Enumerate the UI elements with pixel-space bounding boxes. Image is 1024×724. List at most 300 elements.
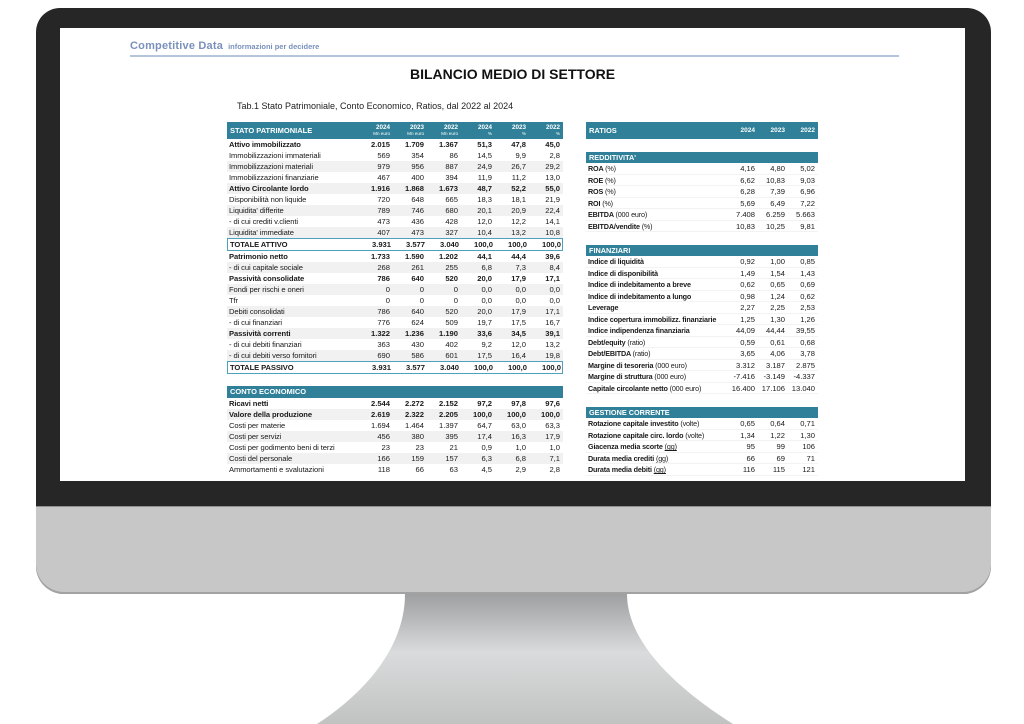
row-label: Liquidita' differite (229, 206, 284, 215)
table-row (227, 139, 563, 150)
cell-value: 2.015 (370, 140, 390, 149)
cell-value: 0,85 (800, 257, 815, 266)
conto-economico-header: CONTO ECONOMICO (227, 386, 563, 398)
cell-value: 473 (411, 228, 424, 237)
cell-value: 33,6 (477, 329, 492, 338)
ratio-row (586, 221, 818, 233)
cell-value: 6,49 (770, 198, 785, 208)
cell-value: 601 (445, 351, 458, 360)
cell-value: 1,24 (770, 291, 785, 301)
cell-value: 39,6 (545, 252, 560, 261)
cell-value: 1.464 (404, 421, 424, 430)
cell-value: 17,9 (545, 432, 560, 441)
cell-value: 1.868 (404, 184, 424, 193)
row-label: Attivo Circolante lordo (229, 184, 309, 193)
cell-value: 1.367 (438, 140, 458, 149)
cell-value: 97,6 (545, 399, 560, 408)
cell-value: 2.322 (404, 410, 424, 419)
cell-value: 7,39 (770, 187, 785, 196)
monitor-stand-neck (317, 594, 733, 724)
ratio-label: ROS (%) (588, 187, 616, 196)
row-label: Passività correnti (229, 329, 291, 338)
cell-value: 4,5 (481, 465, 492, 474)
cell-value: 44,44 (765, 326, 785, 335)
table-row (227, 350, 563, 361)
cell-value: 97,8 (511, 399, 526, 408)
cell-value: 86 (449, 151, 458, 160)
column-year: 2022 (545, 123, 560, 131)
ratio-row (586, 256, 818, 268)
cell-value: 467 (377, 173, 390, 182)
cell-value: 0 (419, 285, 424, 294)
column-year: 2023 (770, 127, 785, 134)
cell-value: 3,65 (740, 349, 755, 358)
table-row (227, 306, 563, 317)
cell-value: 5,69 (740, 198, 755, 208)
cell-value: 776 (377, 318, 390, 327)
cell-value: 0,65 (740, 419, 755, 428)
ratio-label-note: (000 euro) (615, 210, 648, 219)
ratio-label: Debt/equity (ratio) (588, 337, 646, 347)
table-row (227, 464, 563, 475)
cell-value: 17,5 (511, 318, 526, 327)
cell-value: 6,62 (740, 175, 755, 185)
cell-value: 100,0 (473, 240, 493, 249)
cell-value: 23 (415, 443, 424, 452)
stato-patrimoniale-rows (227, 139, 563, 374)
cell-value: 63,0 (511, 421, 526, 430)
table-row (227, 284, 563, 295)
ratio-label-note: (gg) (655, 453, 669, 463)
cell-value: 116 (742, 465, 755, 474)
cell-value: 7.408 (735, 210, 755, 219)
column-header (461, 122, 495, 139)
cell-value: 69 (776, 453, 785, 463)
cell-value: 3.577 (405, 363, 425, 372)
table-row (227, 420, 563, 431)
cell-value: 0,61 (770, 337, 785, 347)
cell-value: 2,8 (549, 151, 560, 160)
row-label: Valore della produzione (229, 410, 312, 419)
column-unit: % (555, 130, 560, 136)
cell-value: 648 (411, 195, 424, 204)
cell-value: 17,1 (545, 307, 560, 316)
ratios-table (586, 122, 818, 476)
ratio-label: ROE (%) (588, 175, 616, 185)
cell-value: 10,4 (477, 228, 492, 237)
cell-value: 456 (377, 432, 390, 441)
ratio-label-note: (%) (602, 198, 613, 208)
ratio-label-note: (volte) (680, 419, 700, 428)
cell-value: 6,28 (740, 187, 755, 196)
ratio-label: Indice di indebitamento a breve (588, 280, 691, 289)
row-label: Costi per godimento beni di terzi (229, 443, 335, 452)
ratio-row (586, 209, 818, 221)
cell-value: 100,0 (473, 363, 493, 372)
cell-value: 100,0 (507, 240, 527, 249)
ratio-row (586, 348, 818, 360)
brand-logo (130, 36, 319, 54)
row-label: TOTALE ATTIVO (230, 240, 288, 249)
cell-value: 720 (377, 195, 390, 204)
cell-value: 52,2 (511, 184, 526, 193)
cell-value: 1.190 (438, 329, 458, 338)
ratio-row (586, 360, 818, 372)
cell-value: 520 (445, 274, 458, 283)
table-row (227, 442, 563, 453)
table-row (227, 216, 563, 227)
cell-value: 786 (377, 307, 390, 316)
cell-value: 0,98 (740, 291, 755, 301)
cell-value: 1,34 (740, 430, 755, 440)
cell-value: 2.875 (795, 360, 815, 370)
row-label: Debiti consolidati (229, 307, 285, 316)
column-year: 2022 (443, 123, 458, 131)
ratio-label: ROI (%) (588, 198, 613, 208)
cell-value: 0,0 (481, 296, 492, 305)
ratio-label-note: (%) (605, 187, 616, 196)
ratio-row (586, 418, 818, 430)
column-header (495, 122, 529, 139)
cell-value: 3.931 (371, 240, 391, 249)
cell-value: 4,06 (770, 349, 785, 358)
cell-value: 39,1 (545, 329, 560, 338)
cell-value: 20,0 (477, 307, 492, 316)
cell-value: 13,0 (545, 173, 560, 182)
ratio-label: Indice di disponibilità (588, 268, 659, 278)
row-label: TOTALE PASSIVO (230, 363, 294, 372)
row-label: - di cui finanziari (229, 318, 282, 327)
column-header (359, 122, 393, 139)
cell-value: 10,25 (765, 221, 785, 231)
row-label: - di cui capitale sociale (229, 263, 303, 272)
table-row (227, 453, 563, 464)
cell-value: 979 (377, 162, 390, 171)
cell-value: 20,9 (511, 206, 526, 215)
cell-value: 17,4 (477, 432, 492, 441)
ratio-label-note: (000 euro) (655, 360, 687, 370)
cell-value: 1,22 (770, 430, 785, 440)
cell-value: 100,0 (472, 410, 492, 419)
cell-value: 7,3 (515, 263, 526, 272)
cell-value: 2,9 (515, 465, 526, 474)
cell-value: 5.663 (795, 210, 815, 219)
column-unit: Mn euro (373, 130, 390, 136)
cell-value: 6,96 (800, 187, 815, 196)
cell-value: 2,53 (800, 303, 815, 312)
cell-value: 23 (381, 443, 390, 452)
cell-value: 2.272 (404, 399, 424, 408)
cell-value: 3.312 (735, 360, 755, 370)
cell-value: 16.400 (731, 383, 755, 393)
cell-value: 21,9 (545, 195, 560, 204)
row-label: Tfr (229, 296, 238, 305)
column-header (393, 122, 427, 139)
cell-value: 20,0 (477, 274, 492, 283)
column-year: 2024 (740, 127, 755, 134)
cell-value: 22,4 (545, 206, 560, 215)
ratio-label-note: (gg) (653, 465, 666, 474)
cell-value: 12,2 (511, 217, 526, 226)
cell-value: 520 (445, 307, 458, 316)
cell-value: 6,3 (481, 454, 492, 463)
cell-value: 9,2 (481, 340, 492, 349)
ratios-sections (586, 152, 818, 476)
cell-value: 2,8 (549, 465, 560, 474)
ratio-label-note: (000 euro) (669, 383, 702, 393)
cell-value: 29,2 (545, 162, 560, 171)
ratio-row (586, 163, 818, 175)
cell-value: 4,16 (740, 164, 755, 173)
ratio-row (586, 175, 818, 187)
ratio-label-note: (%) (605, 175, 616, 185)
cell-value: 100,0 (541, 240, 561, 249)
cell-value: 586 (411, 351, 424, 360)
cell-value: 569 (377, 151, 390, 160)
row-label: Disponibilità non liquide (229, 195, 307, 204)
cell-value: 99 (776, 442, 785, 451)
cell-value: 640 (411, 307, 424, 316)
cell-value: 5,02 (800, 164, 815, 173)
cell-value: 746 (411, 206, 424, 215)
cell-value: 9,03 (800, 175, 815, 185)
cell-value: 71 (806, 453, 815, 463)
column-unit: Mn euro (407, 130, 424, 136)
cell-value: 640 (411, 274, 424, 283)
cell-value: 166 (377, 454, 390, 463)
row-label: Immobilizzazioni immateriali (229, 151, 321, 160)
cell-value: 44,09 (735, 326, 755, 335)
ratios-section-header: FINANZIARI (586, 245, 818, 256)
cell-value: 0,64 (770, 419, 785, 428)
cell-value: 3.577 (405, 240, 425, 249)
column-unit: Mn euro (441, 130, 458, 136)
ratio-label-note: (%) (605, 164, 616, 173)
cell-value: 106 (802, 442, 815, 451)
cell-value: 690 (377, 351, 390, 360)
row-label: Immobilizzazioni materiali (229, 162, 313, 171)
cell-value: 268 (377, 263, 390, 272)
cell-value: 3.040 (439, 240, 459, 249)
cell-value: 394 (445, 173, 458, 182)
cell-value: 509 (445, 318, 458, 327)
ratio-row (586, 291, 818, 303)
page-title: BILANCIO MEDIO DI SETTORE (409, 66, 616, 82)
cell-value: 100,0 (506, 410, 526, 419)
ratio-row (586, 371, 818, 383)
ratio-label: EBITDA/vendite (%) (588, 221, 653, 231)
cell-value: -3.149 (763, 372, 785, 381)
ratio-label: Indice di indebitamento a lungo (588, 291, 692, 301)
cell-value: 1,30 (770, 314, 785, 324)
cell-value: 1.694 (370, 421, 390, 430)
cell-value: 0,69 (800, 280, 815, 289)
table-row (227, 227, 563, 238)
cell-value: 402 (445, 340, 458, 349)
cell-value: 13,2 (545, 340, 560, 349)
ratio-row (586, 453, 818, 465)
cell-value: 395 (445, 432, 458, 441)
cell-value: 8,4 (549, 263, 560, 272)
cell-value: 13.040 (791, 383, 815, 393)
cell-value: 1.397 (438, 421, 458, 430)
cell-value: 55,0 (545, 184, 560, 193)
cell-value: 16,7 (545, 318, 560, 327)
cell-value: 9,9 (515, 151, 526, 160)
ratio-label: EBITDA (000 euro) (588, 210, 648, 219)
ratio-label-note: (volte) (685, 430, 705, 440)
cell-value: 18,3 (477, 195, 492, 204)
cell-value: 0,0 (549, 296, 560, 305)
cell-value: 18,1 (511, 195, 526, 204)
table-row (227, 409, 563, 420)
monitor-stand (0, 594, 1024, 724)
cell-value: 407 (377, 228, 390, 237)
table-row (227, 205, 563, 216)
row-label: Costi del personale (229, 454, 293, 463)
row-label: Passività consolidate (229, 274, 305, 283)
cell-value: 14,5 (477, 151, 492, 160)
cell-value: 380 (411, 432, 424, 441)
cell-value: 1,26 (800, 314, 815, 324)
ratio-row (586, 383, 818, 395)
row-label: Ricavi netti (229, 399, 269, 408)
cell-value: 1.236 (404, 329, 424, 338)
ratio-label: Debt/EBITDA (ratio) (588, 349, 651, 358)
cell-value: 887 (445, 162, 458, 171)
cell-value: 1,49 (740, 268, 755, 278)
cell-value: 1.733 (370, 252, 390, 261)
cell-value: 6.259 (765, 210, 785, 219)
table-title: RATIOS (589, 126, 617, 135)
row-label: Ammortamenti e svalutazioni (229, 465, 324, 474)
cell-value: 624 (411, 318, 424, 327)
monitor-bezel (36, 8, 991, 594)
cell-value: 97,2 (477, 399, 492, 408)
cell-value: 10,83 (765, 175, 785, 185)
row-label: Costi per materie (229, 421, 286, 430)
ratio-label: Capitale circolante netto (000 euro) (588, 383, 702, 393)
cell-value: 9,81 (800, 221, 815, 231)
table-row (227, 183, 563, 194)
cell-value: 17,1 (545, 274, 560, 283)
cell-value: 118 (377, 465, 390, 474)
column-year: 2024 (477, 123, 492, 131)
table-row (227, 339, 563, 350)
row-label: - di cui crediti v.clienti (229, 217, 298, 226)
cell-value: 0,9 (481, 443, 492, 452)
column-header (529, 122, 563, 139)
cell-value: 19,8 (545, 351, 560, 360)
cell-value: 11,9 (477, 173, 492, 182)
cell-value: 3.931 (371, 363, 391, 372)
cell-value: 2.205 (438, 410, 458, 419)
row-label: - di cui debiti verso fornitori (229, 351, 317, 360)
cell-value: 0,65 (770, 280, 785, 289)
cell-value: 0 (385, 296, 390, 305)
row-label: Costi per servizi (229, 432, 282, 441)
cell-value: 354 (411, 151, 424, 160)
column-header (427, 122, 461, 139)
ratio-label-note: (000 euro) (654, 372, 687, 381)
row-label: Fondi per rischi e oneri (229, 285, 304, 294)
cell-value: 428 (445, 217, 458, 226)
cell-value: 16,4 (511, 351, 526, 360)
total-row (227, 361, 563, 374)
table-row (227, 317, 563, 328)
cell-value: 47,8 (511, 140, 526, 149)
cell-value: 0,0 (515, 296, 526, 305)
ratio-label: Indice indipendenza finanziaria (588, 326, 690, 335)
cell-value: 430 (411, 340, 424, 349)
cell-value: 48,7 (477, 184, 492, 193)
ratio-label: Leverage (588, 303, 619, 312)
column-unit: % (521, 130, 526, 136)
ratio-label: Durata media debiti (gg) (588, 465, 666, 474)
column-year: 2023 (511, 123, 526, 131)
table-title: STATO PATRIMONIALE (230, 126, 313, 135)
ratio-label: Rotazione capitale circ. lordo (volte) (588, 430, 705, 440)
ratios-section-header: GESTIONE CORRENTE (586, 407, 818, 418)
table-row (227, 251, 563, 262)
row-label: - di cui debiti finanziari (229, 340, 302, 349)
cell-value: 34,5 (511, 329, 526, 338)
cell-value: 13,2 (511, 228, 526, 237)
cell-value: 44,1 (477, 252, 492, 261)
table-caption: Tab.1 Stato Patrimoniale, Conto Economico, Ratios, dal 2022 al 2024 (237, 101, 514, 111)
column-year: 2023 (409, 123, 424, 131)
table-row (227, 328, 563, 339)
cell-value: 4,80 (770, 164, 785, 173)
cell-value: 10,83 (735, 221, 755, 231)
cell-value: 11,2 (511, 173, 526, 182)
cell-value: 100,0 (541, 363, 561, 372)
total-row (227, 238, 563, 251)
cell-value: 6,8 (481, 263, 492, 272)
cell-value: 45,0 (545, 140, 560, 149)
row-label: Liquidita' immediate (229, 228, 294, 237)
cell-value: 3.187 (765, 360, 785, 370)
cell-value: 1,30 (800, 430, 815, 440)
cell-value: 0 (385, 285, 390, 294)
cell-value: 2.619 (370, 410, 390, 419)
column-unit: % (487, 130, 492, 136)
cell-value: 44,4 (511, 252, 526, 261)
cell-value: 0,59 (740, 337, 755, 347)
row-label: Immobilizzazioni finanziarie (229, 173, 319, 182)
cell-value: 680 (445, 206, 458, 215)
ratio-label: Rotazione capitale investito (volte) (588, 419, 700, 428)
cell-value: 10,8 (545, 228, 560, 237)
cell-value: 1,00 (770, 257, 785, 266)
cell-value: 3,78 (800, 349, 815, 358)
cell-value: 66 (415, 465, 424, 474)
cell-value: 0,0 (515, 285, 526, 294)
ratio-row (586, 279, 818, 291)
ratio-label: Indice di liquidità (588, 257, 644, 266)
cell-value: 0,62 (740, 280, 755, 289)
cell-value: 0 (419, 296, 424, 305)
ratio-row (586, 441, 818, 453)
brand-divider (130, 55, 899, 57)
cell-value: 1,54 (770, 268, 785, 278)
ratio-label: Giacenza media scorte (gg) (588, 442, 677, 451)
cell-value: 7,1 (549, 454, 560, 463)
conto-economico-rows (227, 398, 563, 475)
cell-value: 1,43 (800, 268, 815, 278)
cell-value: 51,3 (477, 140, 492, 149)
cell-value: 0 (453, 285, 458, 294)
